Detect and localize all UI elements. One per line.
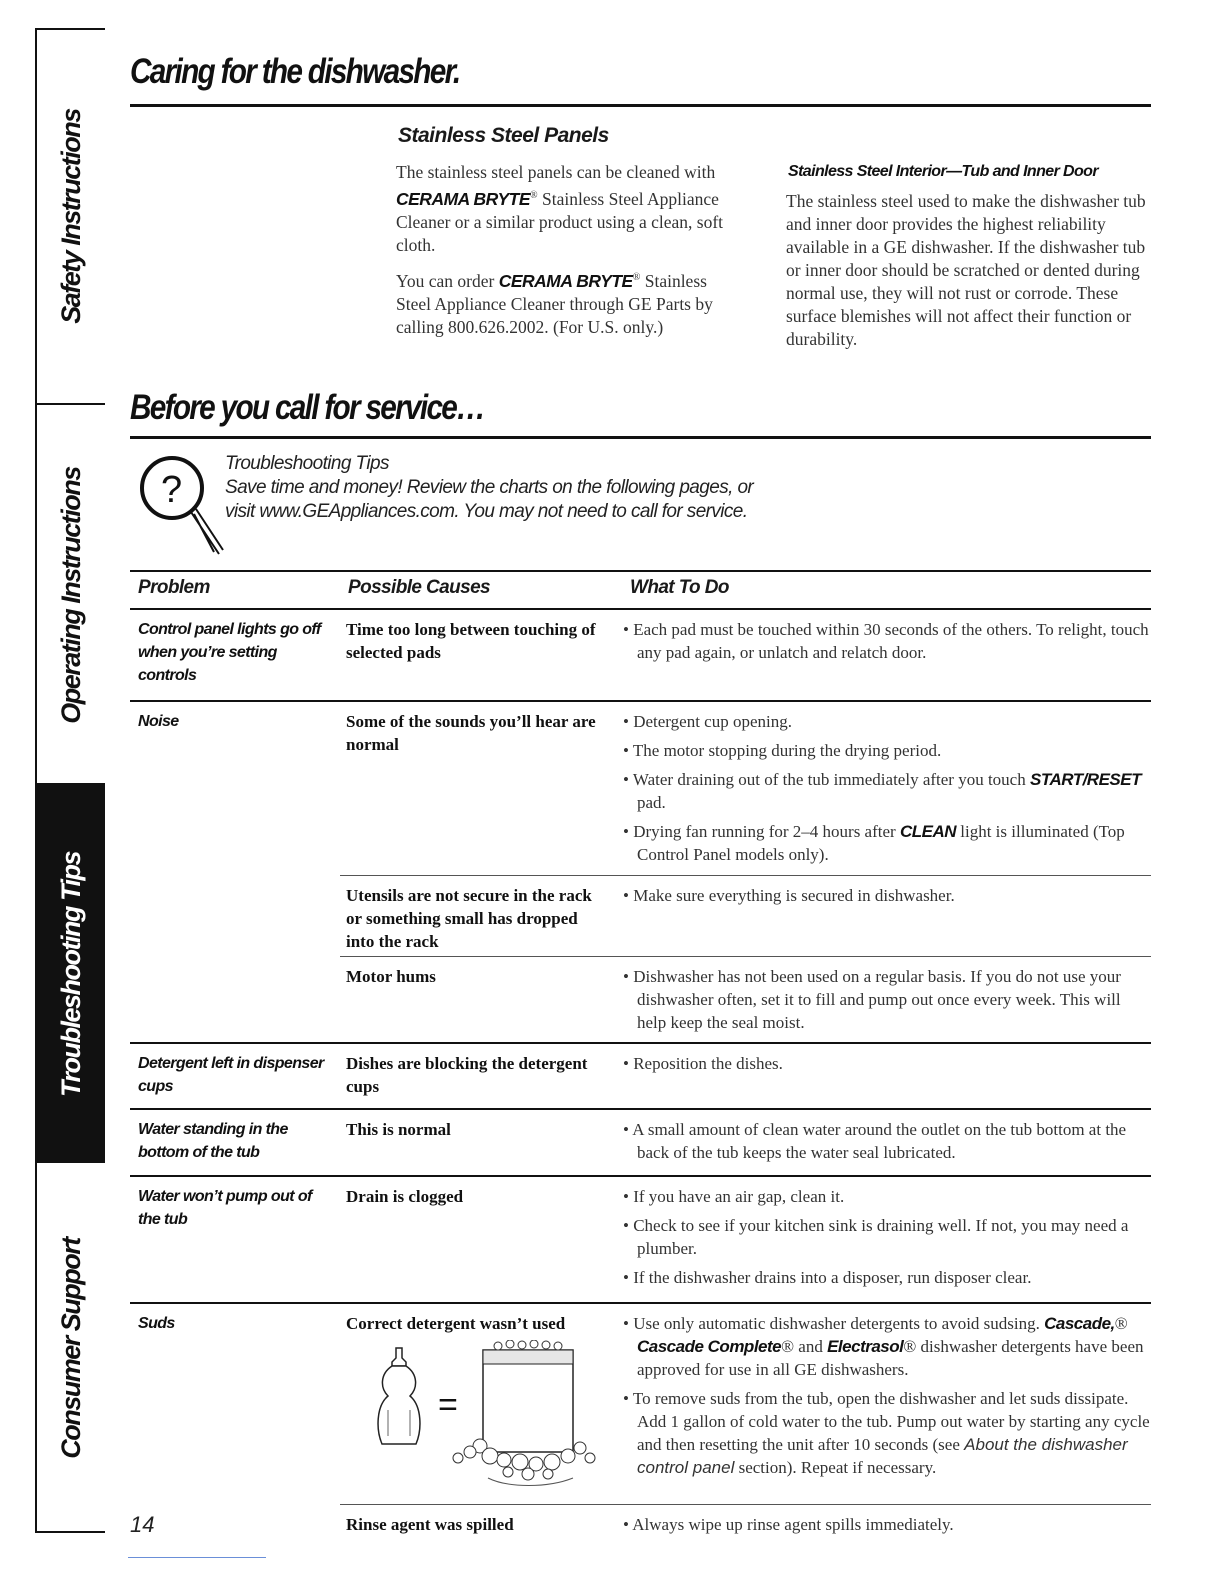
table-row xyxy=(130,1044,1151,1110)
todo-cell xyxy=(623,884,1153,913)
problem-cell: Detergent left in dispenser cups xyxy=(138,1055,324,1095)
todo-item: • Check to see if your kitchen sink is draining well. If not, you may need a plumber. xyxy=(623,1214,1153,1260)
todo-item xyxy=(623,820,1153,866)
table-row xyxy=(130,610,1151,702)
tab-troubleshooting-tips[interactable] xyxy=(37,785,105,1163)
todo-cell xyxy=(623,1185,1153,1295)
service-rule xyxy=(130,436,1151,439)
cause-cell: Utensils are not secure in the rack or something small has dropped into the rack xyxy=(346,886,592,951)
cause-cell: Correct detergent wasn’t used xyxy=(346,1314,566,1333)
suds-subrows xyxy=(340,1304,1151,1539)
todo-item: • Reposition the dishes. xyxy=(623,1052,1153,1075)
problem-cell: Control panel lights go off when you’re setting controls xyxy=(138,621,321,684)
tab-operating-instructions[interactable] xyxy=(37,407,105,785)
text: Stainless Steel Appliance Cleaner through GE Parts by calling 800.626.2002. (For U.S. only.) xyxy=(396,270,713,337)
header-causes: Possible Causes xyxy=(348,577,491,598)
tab-label: Operating Instructions xyxy=(55,466,86,724)
todo-item xyxy=(623,1312,1153,1381)
todo-item: • Detergent cup opening. xyxy=(623,710,1153,733)
text: pad. xyxy=(637,793,666,812)
todo-cell xyxy=(623,1052,1153,1081)
text: section). Repeat if necessary. xyxy=(734,1458,937,1477)
todo-cell xyxy=(623,1118,1153,1170)
page-number: 14 xyxy=(130,1512,155,1537)
title-rule xyxy=(130,104,1151,107)
brand-name: CERAMA BRYTE xyxy=(396,188,531,209)
tips-line-1: Save time and money! Review the charts on the following pages, or xyxy=(225,477,754,498)
panels-paragraph-2 xyxy=(396,266,746,339)
todo-item: • If the dishwasher drains into a disposer, run disposer clear. xyxy=(623,1266,1153,1289)
header-todo: What To Do xyxy=(630,577,729,598)
tab-label: Troubleshooting Tips xyxy=(55,851,86,1097)
cause-cell: Dishes are blocking the detergent cups xyxy=(346,1054,588,1096)
svg-text:?: ? xyxy=(161,469,183,511)
table-row xyxy=(130,1177,1151,1304)
tab-label: Safety Instructions xyxy=(55,109,86,324)
text: You can order xyxy=(396,270,499,291)
cause-cell: Time too long between touching of selected pads xyxy=(346,620,596,662)
table-row xyxy=(130,1110,1151,1177)
header-problem: Problem xyxy=(138,577,210,598)
problem-cell: Suds xyxy=(138,1315,175,1332)
brand-name: Cascade, xyxy=(1044,1314,1115,1333)
table-row xyxy=(130,1304,1151,1540)
sub-row xyxy=(340,876,1151,957)
interior-subtitle: Stainless Steel Interior—Tub and Inner Door xyxy=(788,163,1098,180)
cause-cell: Motor hums xyxy=(346,967,436,986)
registered-mark: ® xyxy=(632,272,641,283)
todo-cell xyxy=(623,1513,1153,1542)
noise-subrows xyxy=(340,702,1151,1042)
brand-name: CERAMA BRYTE xyxy=(498,270,633,291)
todo-item xyxy=(623,768,1153,814)
text: To remove suds from the tub, open the dishwasher and let suds dissipate. Add 1 gallon of cold water to the tub. Pump out water by starting any cycle and then resetting the unit after 10 seconds (see xyxy=(632,1389,1150,1454)
troubleshooting-table xyxy=(130,570,1151,1540)
equals-sign: = xyxy=(438,1386,458,1424)
text: ® xyxy=(1114,1314,1128,1333)
panels-subtitle: Stainless Steel Panels xyxy=(398,124,609,147)
table-row xyxy=(130,702,1151,1044)
side-tab-bar xyxy=(35,28,105,1533)
todo-item: • Always wipe up rinse agent spills immediately. xyxy=(623,1513,1153,1536)
detergent-suds-illustration xyxy=(358,1340,603,1490)
tab-safety-instructions[interactable] xyxy=(37,30,105,405)
service-title: Before you call for service… xyxy=(130,388,485,427)
text: Water draining out of the tub immediately after you touch xyxy=(632,770,1030,789)
sub-row xyxy=(340,1304,1151,1505)
table-header xyxy=(130,570,1151,610)
todo-cell xyxy=(623,710,1153,872)
sub-row xyxy=(340,702,1151,876)
tips-line-2: visit www.GEAppliances.com. You may not need to call for service. xyxy=(225,501,748,522)
todo-item xyxy=(623,1387,1153,1479)
todo-item: • The motor stopping during the drying period. xyxy=(623,739,1153,762)
cause-cell: Rinse agent was spilled xyxy=(346,1515,514,1534)
todo-item: • A small amount of clean water around the outlet on the tub bottom at the back of the tub keeps the water seal lubricated. xyxy=(623,1118,1153,1164)
tips-heading: Troubleshooting Tips xyxy=(225,453,389,474)
todo-cell xyxy=(623,1312,1153,1485)
dishwasher-suds-icon xyxy=(453,1340,595,1486)
todo-item: • Each pad must be touched within 30 seconds of the others. To relight, touch any pad again, or unlatch and relatch door. xyxy=(623,618,1153,664)
todo-item: • If you have an air gap, clean it. xyxy=(623,1185,1153,1208)
caring-title: Caring for the dishwasher. xyxy=(130,52,460,91)
text: ® and xyxy=(781,1337,828,1356)
panels-paragraph-1 xyxy=(396,161,746,257)
todo-cell xyxy=(623,965,1153,1040)
todo-item: • Make sure everything is secured in dishwasher. xyxy=(623,884,1153,907)
problem-cell: Water standing in the bottom of the tub xyxy=(138,1121,288,1161)
brand-name: Cascade Complete xyxy=(637,1337,782,1356)
cause-cell: Some of the sounds you’ll hear are normal xyxy=(346,712,596,754)
section-reference: About the dishwasher control panel xyxy=(637,1435,1128,1477)
text: Use only automatic dishwasher detergents to avoid sudsing. xyxy=(633,1314,1045,1333)
button-name: START/RESET xyxy=(1029,770,1141,789)
interior-paragraph: The stainless steel used to make the dishwasher tub and inner door provides the highest reliability available in a GE dishwasher. If the dishwasher tub or inner door should be scratched or dented during normal use, they will not rust or corrode. These surface blemishes will not affect their function or durability. xyxy=(786,191,1146,349)
troubleshooting-tips xyxy=(225,452,753,524)
todo-item: • Dishwasher has not been used on a regular basis. If you do not use your dishwasher often, set it to fill and pump out once every week. This will help keep the seal moist. xyxy=(623,965,1153,1034)
question-magnifier-icon xyxy=(136,452,226,562)
text: light is illuminated (Top Control Panel models only). xyxy=(637,822,1125,864)
todo-cell xyxy=(623,618,1153,670)
registered-mark: ® xyxy=(530,190,538,201)
tab-label: Consumer Support xyxy=(55,1237,86,1459)
text: ® dishwasher detergents have been approved for use in all GE dishwashers. xyxy=(637,1337,1144,1379)
text: Stainless Steel Appliance Cleaner or a similar product using a clean, soft cloth. xyxy=(396,188,724,255)
footer-line xyxy=(128,1557,266,1558)
sub-row xyxy=(340,957,1151,1042)
cause-cell: Drain is clogged xyxy=(346,1187,464,1206)
light-name: CLEAN xyxy=(899,822,957,841)
sub-row xyxy=(340,1505,1151,1539)
dish-soap-bottle-icon xyxy=(378,1348,420,1444)
text: The stainless steel panels can be cleaned with xyxy=(396,162,716,182)
problem-cell: Water won’t pump out of the tub xyxy=(138,1188,312,1228)
brand-name: Electrasol xyxy=(827,1337,904,1356)
problem-cell: Noise xyxy=(138,713,179,730)
tab-consumer-support[interactable] xyxy=(37,1163,105,1533)
text: Drying fan running for 2–4 hours after xyxy=(633,822,900,841)
cause-cell: This is normal xyxy=(346,1120,451,1139)
